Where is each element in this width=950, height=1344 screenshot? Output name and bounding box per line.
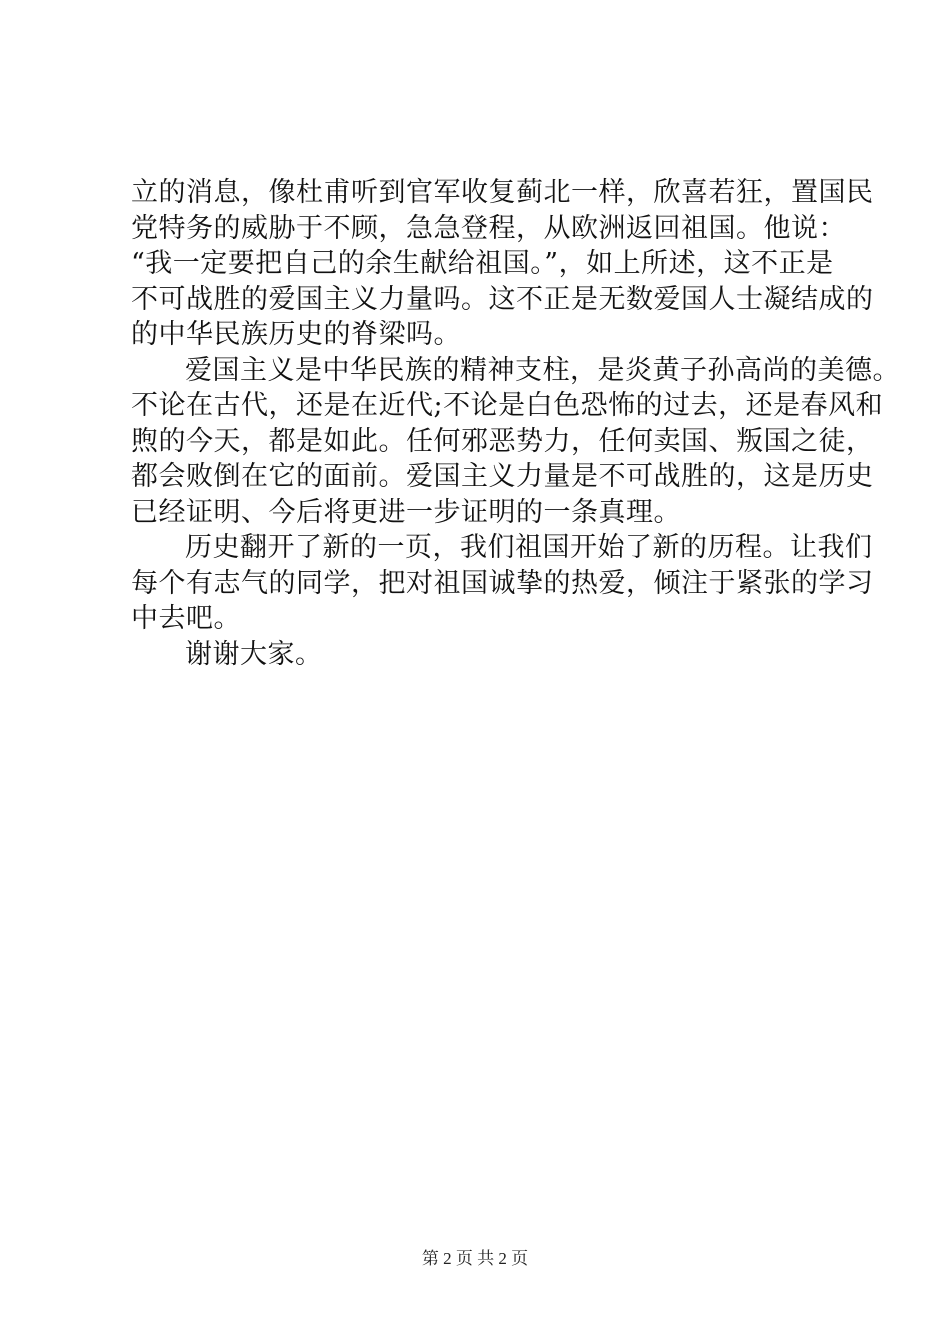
text-line: “我一定要把自己的余生献给祖国。”，如上所述，这不正是 xyxy=(131,248,834,279)
text-line: 不可战胜的爱国主义力量吗。这不正是无数爱国人士凝结成的 xyxy=(131,283,874,315)
text-line: 已经证明、今后将更进一步证明的一条真理。 xyxy=(131,496,681,528)
paragraph-start-line: 历史翻开了新的一页，我们祖国开始了新的历程。让我们 xyxy=(185,532,873,563)
document-body xyxy=(131,175,900,672)
page-footer xyxy=(0,1244,950,1269)
paragraph-start-line: 爱国主义是中华民族的精神支柱，是炎黄子孙高尚的美德。 xyxy=(185,354,900,386)
text-line: 立的消息，像杜甫听到官军收复蓟北一样，欣喜若狂，置国民 xyxy=(131,177,874,208)
text-line: 党特务的威胁于不顾，急急登程，从欧洲返回祖国。他说： xyxy=(131,212,846,244)
closing-line: 谢谢大家。 xyxy=(185,638,323,670)
text-line: 中去吧。 xyxy=(131,603,241,634)
text-line: 都会败倒在它的面前。爱国主义力量是不可战胜的，这是历史 xyxy=(131,461,874,492)
page-indicator: 第 2 页 共 2 页 xyxy=(421,1249,529,1268)
text-line: 煦的今天，都是如此。任何邪恶势力，任何卖国、叛国之徒， xyxy=(131,425,874,457)
text-line: 每个有志气的同学，把对祖国诚挚的热爱，倾注于紧张的学习 xyxy=(131,567,874,599)
text-line: 的中华民族历史的脊梁吗。 xyxy=(131,319,461,350)
text-line: 不论在古代，还是在近代;不论是白色恐怖的过去，还是春风和 xyxy=(131,390,884,421)
